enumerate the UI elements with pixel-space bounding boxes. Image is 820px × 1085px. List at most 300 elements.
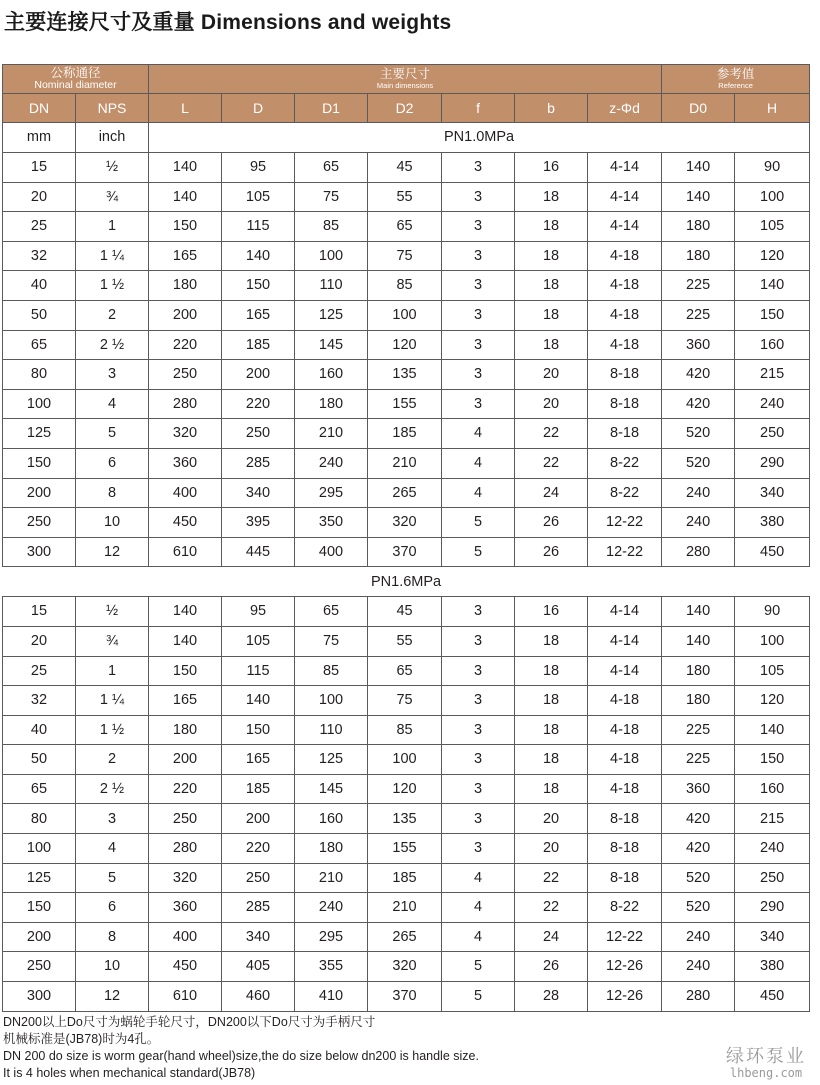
table-cell: 4-18 <box>588 715 662 745</box>
table-cell: 2 ½ <box>76 774 149 804</box>
table-cell: 200 <box>3 922 76 952</box>
table-cell: ¾ <box>76 182 149 212</box>
table-cell: 5 <box>442 982 515 1012</box>
table-cell: 225 <box>662 745 735 775</box>
table-cell: 180 <box>662 686 735 716</box>
table-row <box>3 774 810 804</box>
table-row <box>3 863 810 893</box>
table-cell: 185 <box>222 330 295 360</box>
table-cell: 200 <box>3 478 76 508</box>
column-header: DN <box>3 94 76 123</box>
table-cell: 360 <box>149 893 222 923</box>
table-cell: 145 <box>295 330 368 360</box>
header-nominal-cn: 公称通径 <box>50 66 101 80</box>
header-nominal-en: Nominal diameter <box>34 79 117 91</box>
table-row <box>3 715 810 745</box>
table-cell: 4-18 <box>588 774 662 804</box>
table-cell: 4-18 <box>588 745 662 775</box>
table-cell: ½ <box>76 597 149 627</box>
table-cell: 105 <box>735 656 810 686</box>
table-cell: 520 <box>662 448 735 478</box>
table-cell: 100 <box>368 745 442 775</box>
table-cell: 145 <box>295 774 368 804</box>
table-cell: 26 <box>515 508 588 538</box>
table-cell: 285 <box>222 448 295 478</box>
table-cell: 105 <box>222 182 295 212</box>
note-line: 机械标准是(JB78)时为4孔。 <box>3 1032 160 1046</box>
column-header: b <box>515 94 588 123</box>
table-cell: 140 <box>662 182 735 212</box>
table-cell: 4 <box>442 478 515 508</box>
table-cell: 22 <box>515 448 588 478</box>
table-cell: 295 <box>295 922 368 952</box>
table-cell: 250 <box>3 508 76 538</box>
table-cell: 3 <box>442 389 515 419</box>
table-cell: 520 <box>662 419 735 449</box>
table-cell: 65 <box>295 597 368 627</box>
table-cell: 220 <box>149 774 222 804</box>
table-cell: 115 <box>222 656 295 686</box>
table-cell: 12-26 <box>588 982 662 1012</box>
table-cell: 160 <box>295 360 368 390</box>
table-row <box>3 982 810 1012</box>
unit-mm: mm <box>3 123 76 153</box>
table-cell: 180 <box>662 656 735 686</box>
table-cell: 8-18 <box>588 804 662 834</box>
table-cell: 16 <box>515 597 588 627</box>
table-cell: 75 <box>368 241 442 271</box>
table-cell: 20 <box>515 834 588 864</box>
unit-inch: inch <box>76 123 149 153</box>
table-cell: 380 <box>735 508 810 538</box>
table-cell: 185 <box>368 863 442 893</box>
table-cell: 380 <box>735 952 810 982</box>
table-cell: 3 <box>442 241 515 271</box>
table-cell: 140 <box>662 626 735 656</box>
table-row <box>3 804 810 834</box>
table-row <box>3 686 810 716</box>
column-header: D1 <box>295 94 368 123</box>
table-cell: 370 <box>368 982 442 1012</box>
table-cell: 4-18 <box>588 686 662 716</box>
table-cell: 160 <box>295 804 368 834</box>
table-cell: 3 <box>442 686 515 716</box>
table-cell: 150 <box>222 715 295 745</box>
table-cell: 285 <box>222 893 295 923</box>
table-cell: 265 <box>368 478 442 508</box>
table-cell: 135 <box>368 804 442 834</box>
watermark <box>726 1046 806 1080</box>
table-cell: 100 <box>368 300 442 330</box>
column-header: f <box>442 94 515 123</box>
table-cell: 3 <box>442 774 515 804</box>
table-cell: 460 <box>222 982 295 1012</box>
column-header: NPS <box>76 94 149 123</box>
table-cell: 100 <box>735 626 810 656</box>
table-cell: 3 <box>442 597 515 627</box>
table-cell: 180 <box>149 271 222 301</box>
table-cell: 75 <box>368 686 442 716</box>
table-cell: 280 <box>662 982 735 1012</box>
table-cell: 4 <box>442 893 515 923</box>
table-cell: 4-14 <box>588 597 662 627</box>
table-cell: 150 <box>3 448 76 478</box>
table-cell: 300 <box>3 537 76 567</box>
table-cell: 290 <box>735 893 810 923</box>
table-cell: 165 <box>222 300 295 330</box>
table-cell: 120 <box>735 686 810 716</box>
table-cell: 3 <box>442 834 515 864</box>
table-cell: 180 <box>295 389 368 419</box>
table-cell: 140 <box>735 271 810 301</box>
table-cell: 340 <box>222 922 295 952</box>
table-cell: 4-18 <box>588 300 662 330</box>
table-cell: 90 <box>735 153 810 183</box>
table-cell: 3 <box>442 330 515 360</box>
table-cell: 120 <box>368 330 442 360</box>
table-cell: 18 <box>515 271 588 301</box>
table-cell: 4 <box>442 863 515 893</box>
table-cell: 4-14 <box>588 212 662 242</box>
table-cell: 340 <box>222 478 295 508</box>
table-row <box>3 656 810 686</box>
table-cell: 155 <box>368 834 442 864</box>
table-cell: 320 <box>368 952 442 982</box>
table-cell: 26 <box>515 537 588 567</box>
table-cell: 185 <box>368 419 442 449</box>
table-cell: 265 <box>368 922 442 952</box>
table-cell: 18 <box>515 212 588 242</box>
table-cell: 150 <box>149 212 222 242</box>
table-cell: 8-22 <box>588 448 662 478</box>
note-line: DN 200 do size is worm gear(hand wheel)size,the do size below dn200 is handle size. <box>3 1049 479 1063</box>
table-cell: 4-14 <box>588 626 662 656</box>
table-row <box>3 448 810 478</box>
table-cell: 225 <box>662 300 735 330</box>
table-cell: 24 <box>515 478 588 508</box>
table-cell: 400 <box>149 478 222 508</box>
table-cell: 165 <box>149 241 222 271</box>
table-cell: 1 ½ <box>76 271 149 301</box>
table-cell: 50 <box>3 745 76 775</box>
table-cell: 140 <box>662 597 735 627</box>
table-cell: 20 <box>515 804 588 834</box>
table-cell: 200 <box>222 804 295 834</box>
table-cell: 45 <box>368 597 442 627</box>
table-cell: 420 <box>662 360 735 390</box>
table-cell: 22 <box>515 419 588 449</box>
table-cell: 240 <box>295 893 368 923</box>
table-cell: 4-14 <box>588 153 662 183</box>
header-main-dimensions <box>149 65 662 94</box>
table-cell: 85 <box>295 212 368 242</box>
table-cell: 4-14 <box>588 182 662 212</box>
table-cell: 180 <box>662 241 735 271</box>
table-cell: 20 <box>515 389 588 419</box>
table-cell: 105 <box>735 212 810 242</box>
table-row <box>3 893 810 923</box>
table-cell: 120 <box>735 241 810 271</box>
table-row <box>3 626 810 656</box>
table-cell: 420 <box>662 804 735 834</box>
table-cell: ¾ <box>76 626 149 656</box>
table-cell: 240 <box>662 922 735 952</box>
table-cell: 360 <box>662 774 735 804</box>
table-cell: 3 <box>442 626 515 656</box>
pressure-label: PN1.0MPa <box>149 123 810 153</box>
table-cell: 5 <box>442 952 515 982</box>
table-cell: 215 <box>735 360 810 390</box>
header-ref-en: Reference <box>718 81 753 90</box>
table-row <box>3 478 810 508</box>
table-cell: 100 <box>3 389 76 419</box>
table-cell: 28 <box>515 982 588 1012</box>
table-cell: 210 <box>295 863 368 893</box>
table-cell: 240 <box>662 508 735 538</box>
table-cell: 225 <box>662 715 735 745</box>
table-cell: 15 <box>3 153 76 183</box>
table-cell: 18 <box>515 330 588 360</box>
table-cell: 360 <box>662 330 735 360</box>
table-cell: 165 <box>149 686 222 716</box>
table-cell: 1 ¼ <box>76 686 149 716</box>
table-cell: 4-18 <box>588 271 662 301</box>
table-row <box>3 952 810 982</box>
table-cell: 370 <box>368 537 442 567</box>
table-cell: 125 <box>295 300 368 330</box>
table-cell: 320 <box>149 419 222 449</box>
table-cell: 240 <box>662 478 735 508</box>
table-row <box>3 271 810 301</box>
table-cell: 150 <box>222 271 295 301</box>
table-cell: 360 <box>149 448 222 478</box>
table-cell: 3 <box>442 804 515 834</box>
header-main-cn: 主要尺寸 <box>380 67 431 81</box>
table-cell: 520 <box>662 893 735 923</box>
watermark-en: lhbeng.com <box>729 1066 803 1080</box>
table-cell: 1 ½ <box>76 715 149 745</box>
table-row <box>3 834 810 864</box>
table-cell: 410 <box>295 982 368 1012</box>
table-cell: 80 <box>3 804 76 834</box>
table-cell: 125 <box>3 419 76 449</box>
column-header: D <box>222 94 295 123</box>
table-cell: 8-22 <box>588 893 662 923</box>
table-cell: 150 <box>735 745 810 775</box>
table-cell: 1 <box>76 656 149 686</box>
table-row <box>3 508 810 538</box>
table-cell: 18 <box>515 686 588 716</box>
table-cell: 20 <box>3 626 76 656</box>
table-cell: 18 <box>515 626 588 656</box>
table-cell: 16 <box>515 153 588 183</box>
table-cell: 150 <box>735 300 810 330</box>
table-cell: 3 <box>442 182 515 212</box>
header-reference <box>662 65 810 94</box>
table-cell: 200 <box>149 300 222 330</box>
table-cell: 140 <box>662 153 735 183</box>
table-cell: 280 <box>662 537 735 567</box>
table-row <box>3 745 810 775</box>
table-cell: 2 ½ <box>76 330 149 360</box>
table-cell: 15 <box>3 597 76 627</box>
table-cell: 180 <box>149 715 222 745</box>
table-cell: 140 <box>222 686 295 716</box>
table-cell: 18 <box>515 774 588 804</box>
table-cell: ½ <box>76 153 149 183</box>
table-cell: 8-22 <box>588 478 662 508</box>
table-cell: 18 <box>515 745 588 775</box>
table-cell: 65 <box>368 656 442 686</box>
table-row <box>3 182 810 212</box>
table-cell: 250 <box>735 419 810 449</box>
table-cell: 220 <box>222 389 295 419</box>
table-cell: 3 <box>76 804 149 834</box>
table-cell: 4 <box>442 448 515 478</box>
table-cell: 395 <box>222 508 295 538</box>
table-row <box>3 922 810 952</box>
page-title: 主要连接尺寸及重量 Dimensions and weights <box>4 11 452 34</box>
table-cell: 610 <box>149 982 222 1012</box>
table-cell: 18 <box>515 241 588 271</box>
table-cell: 12-22 <box>588 922 662 952</box>
table-cell: 355 <box>295 952 368 982</box>
table-cell: 6 <box>76 893 149 923</box>
table-cell: 250 <box>222 863 295 893</box>
table-cell: 24 <box>515 922 588 952</box>
table-cell: 90 <box>735 597 810 627</box>
table-row <box>3 537 810 567</box>
table-cell: 8 <box>76 478 149 508</box>
table-cell: 4 <box>442 419 515 449</box>
table-cell: 3 <box>442 715 515 745</box>
column-header: D0 <box>662 94 735 123</box>
table-cell: 8-18 <box>588 419 662 449</box>
table-cell: 445 <box>222 537 295 567</box>
header-main-en: Main dimensions <box>376 81 434 90</box>
table-cell: 4 <box>76 389 149 419</box>
table-row <box>3 360 810 390</box>
dimensions-table <box>2 64 810 1012</box>
table-cell: 3 <box>442 300 515 330</box>
table-cell: 120 <box>368 774 442 804</box>
table-cell: 65 <box>3 330 76 360</box>
table-cell: 140 <box>149 597 222 627</box>
table-cell: 240 <box>735 834 810 864</box>
header-ref-cn: 参考值 <box>716 67 755 81</box>
table-cell: 65 <box>3 774 76 804</box>
table-cell: 3 <box>442 360 515 390</box>
header-nominal-diameter <box>3 65 149 94</box>
table-cell: 125 <box>3 863 76 893</box>
table-cell: 5 <box>76 419 149 449</box>
table-cell: 420 <box>662 389 735 419</box>
table-cell: 165 <box>222 745 295 775</box>
table-cell: 55 <box>368 182 442 212</box>
table-cell: 4-18 <box>588 241 662 271</box>
column-header: L <box>149 94 222 123</box>
table-cell: 520 <box>662 863 735 893</box>
table-cell: 340 <box>735 478 810 508</box>
table-cell: 3 <box>442 745 515 775</box>
table-cell: 25 <box>3 212 76 242</box>
table-cell: 40 <box>3 715 76 745</box>
table-cell: 220 <box>149 330 222 360</box>
table-cell: 200 <box>222 360 295 390</box>
table-row <box>3 597 810 627</box>
table-cell: 95 <box>222 597 295 627</box>
table-cell: 450 <box>735 537 810 567</box>
table-cell: 18 <box>515 300 588 330</box>
footnotes <box>3 1014 479 1082</box>
table-row <box>3 212 810 242</box>
units-row <box>3 123 810 153</box>
table-cell: 115 <box>222 212 295 242</box>
table-cell: 45 <box>368 153 442 183</box>
note-line: DN200以上Do尺寸为蜗轮手轮尺寸，DN200以下Do尺寸为手柄尺寸 <box>3 1015 376 1029</box>
table-cell: 4-14 <box>588 656 662 686</box>
table-cell: 100 <box>3 834 76 864</box>
table-cell: 220 <box>222 834 295 864</box>
table-cell: 610 <box>149 537 222 567</box>
table-cell: 75 <box>295 626 368 656</box>
table-cell: 2 <box>76 300 149 330</box>
table-cell: 240 <box>662 952 735 982</box>
header-group-row <box>3 65 810 94</box>
table-cell: 12-22 <box>588 508 662 538</box>
table-cell: 18 <box>515 182 588 212</box>
table-cell: 75 <box>295 182 368 212</box>
table-cell: 4 <box>442 922 515 952</box>
table-cell: 140 <box>149 182 222 212</box>
table-cell: 350 <box>295 508 368 538</box>
pressure-row <box>3 567 810 597</box>
table-cell: 25 <box>3 656 76 686</box>
table-cell: 12 <box>76 537 149 567</box>
table-cell: 210 <box>368 893 442 923</box>
table-cell: 8-18 <box>588 389 662 419</box>
table-cell: 10 <box>76 508 149 538</box>
table-cell: 26 <box>515 952 588 982</box>
header-column-row <box>3 94 810 123</box>
table-cell: 95 <box>222 153 295 183</box>
table-cell: 150 <box>149 656 222 686</box>
table-cell: 32 <box>3 241 76 271</box>
table-cell: 155 <box>368 389 442 419</box>
table-cell: 55 <box>368 626 442 656</box>
table-cell: 295 <box>295 478 368 508</box>
table-cell: 2 <box>76 745 149 775</box>
table-cell: 100 <box>295 686 368 716</box>
table-cell: 6 <box>76 448 149 478</box>
table-cell: 18 <box>515 656 588 686</box>
table-row <box>3 419 810 449</box>
column-header: z-Φd <box>588 94 662 123</box>
table-cell: 450 <box>149 952 222 982</box>
table-cell: 450 <box>149 508 222 538</box>
table-cell: 3 <box>76 360 149 390</box>
table-cell: 85 <box>295 656 368 686</box>
table-cell: 250 <box>149 804 222 834</box>
table-cell: 405 <box>222 952 295 982</box>
watermark-cn: 绿环泵业 <box>726 1046 806 1066</box>
table-cell: 5 <box>442 508 515 538</box>
table-cell: 10 <box>76 952 149 982</box>
table-cell: 50 <box>3 300 76 330</box>
table-cell: 240 <box>295 448 368 478</box>
table-cell: 400 <box>149 922 222 952</box>
table-cell: 150 <box>3 893 76 923</box>
